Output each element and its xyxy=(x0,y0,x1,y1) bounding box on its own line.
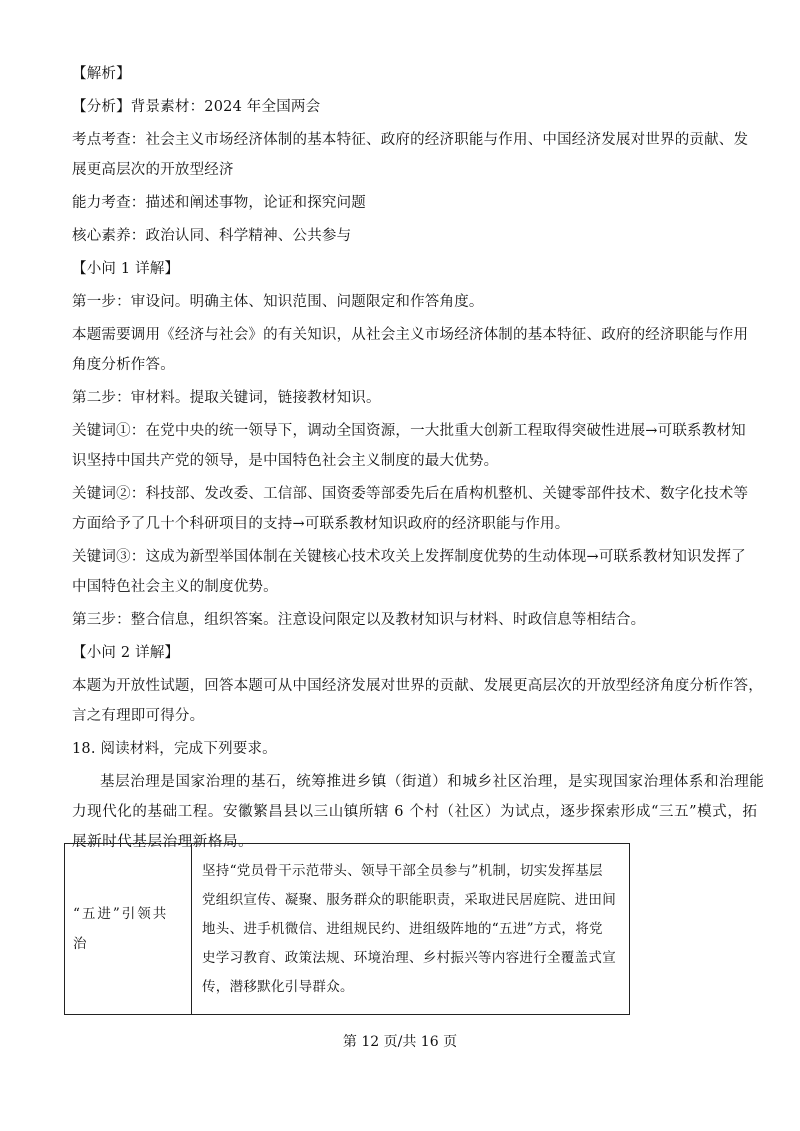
table-content-line-5: 传，潜移默化引导群众。 xyxy=(202,978,354,995)
q1-step1: 第一步：审设问。明确主体、知识范围、问题限定和作答角度。 xyxy=(72,294,484,310)
table-label-line-1: “五进”引领共 xyxy=(73,906,169,922)
analysis-line: 【分析】背景素材：2024 年全国两会 xyxy=(72,99,321,115)
q2-heading: 【小问 2 详解】 xyxy=(72,645,180,661)
table-row xyxy=(65,844,630,1015)
passage-line-3: 展新时代基层治理新格局。 xyxy=(72,834,254,850)
q1-paragraph-line-1: 本题需要调用《经济与社会》的有关知识，从社会主义市场经济体制的基本特征、政府的经济职能与作用 xyxy=(72,327,749,343)
question-18-title: 18. 阅读材料，完成下列要求。 xyxy=(72,741,277,757)
test-points-line-2: 展更高层次的开放型经济 xyxy=(72,162,234,178)
table-label-cell xyxy=(65,844,192,1015)
ability-line: 能力考查：描述和阐述事物，论证和探究问题 xyxy=(72,195,366,211)
keyword3-line-1: 关键词③：这成为新型举国体制在关键核心技术攻关上发挥制度优势的生动体现→可联系教材知识发挥了 xyxy=(72,549,746,565)
passage-line-1: 基层治理是国家治理的基石，统筹推进乡镇（街道）和城乡社区治理，是实现国家治理体系和治理能 xyxy=(100,774,765,790)
q1-heading: 【小问 1 详解】 xyxy=(72,261,180,277)
q1-step2: 第二步：审材料。提取关键词，链接教材知识。 xyxy=(72,390,381,406)
q1-step3: 第三步：整合信息，组织答案。注意设问限定以及教材知识与材料、时政信息等相结合。 xyxy=(72,612,646,628)
solution-header: 【解析】 xyxy=(72,66,131,82)
table-label-line-2: 治 xyxy=(73,936,89,952)
table-content-line-4: 史学习教育、政策法规、环境治理、乡村振兴等内容进行全覆盖式宣 xyxy=(202,949,616,966)
table-content-cell xyxy=(192,844,630,1015)
page-footer: 第 12 页/共 16 页 xyxy=(342,1034,458,1050)
table-content-line-2: 党组织宣传、凝聚、服务群众的职能职责，采取进民居庭院、进田间 xyxy=(202,891,616,908)
q2-paragraph-line-2: 言之有理即可得分。 xyxy=(72,708,205,724)
q2-paragraph-line-1: 本题为开放性试题，回答本题可从中国经济发展对世界的贡献、发展更高层次的开放型经济角度分析作答， xyxy=(72,678,763,694)
test-points-line-1: 考点考查：社会主义市场经济体制的基本特征、政府的经济职能与作用、中国经济发展对世界的贡献、发 xyxy=(72,132,749,148)
table-content-line-1: 坚持“党员骨干示范带头、领导干部全员参与”机制，切实发挥基层 xyxy=(202,862,603,879)
keyword2-line-1: 关键词②：科技部、发改委、工信部、国资委等部委先后在盾构机整机、关键零部件技术、数字化技术等 xyxy=(72,486,749,502)
keyword2-line-2: 方面给予了几十个科研项目的支持→可联系教材知识政府的经济职能与作用。 xyxy=(72,516,570,532)
keyword1-line-1: 关键词①：在党中央的统一领导下，调动全国资源，一大批重大创新工程取得突破性进展→可联系教材知 xyxy=(72,423,746,439)
q1-paragraph-line-2: 角度分析作答。 xyxy=(72,357,175,373)
literacy-line: 核心素养：政治认同、科学精神、公共参与 xyxy=(72,228,352,244)
table-content-line-3: 地头、进手机微信、进组规民约、进组级阵地的“五进”方式，将党 xyxy=(202,920,603,937)
keyword1-line-2: 识坚持中国共产党的领导，是中国特色社会主义制度的最大优势。 xyxy=(72,453,499,469)
keyword3-line-2: 中国特色社会主义的制度优势。 xyxy=(72,579,278,595)
material-table xyxy=(64,843,630,1015)
passage-line-2: 力现代化的基础工程。安徽繁昌县以三山镇所辖 6 个村（社区）为试点，逐步探索形成“三五”模式，拓 xyxy=(72,804,758,820)
